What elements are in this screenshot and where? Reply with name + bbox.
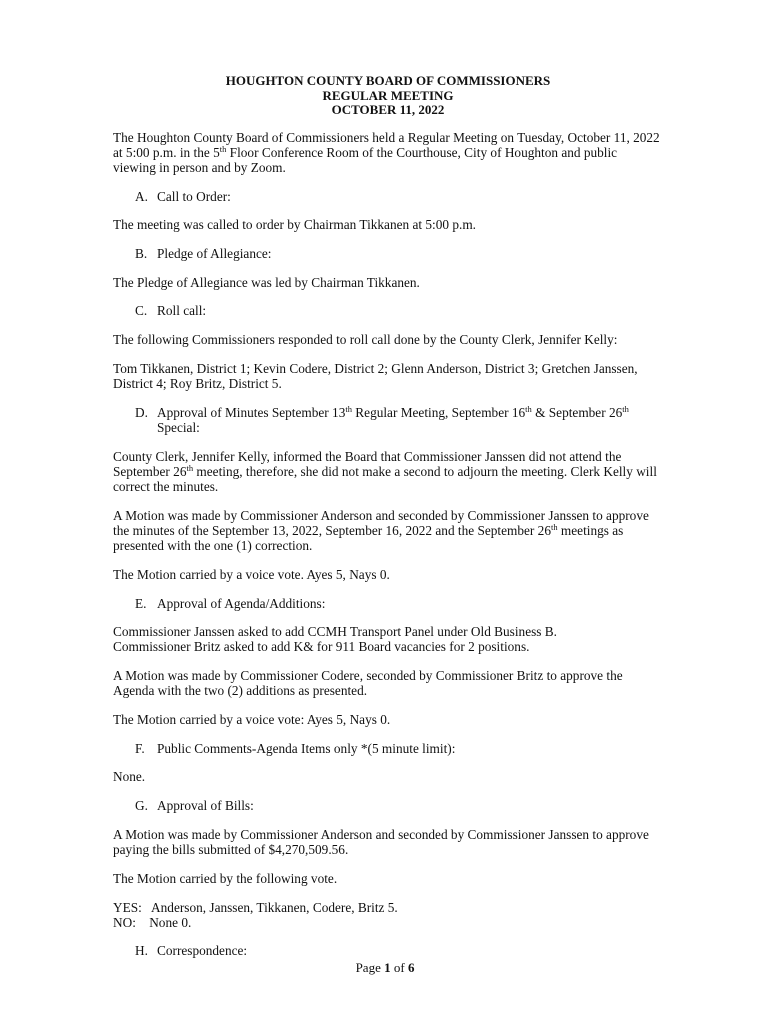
section-d-body-2: A Motion was made by Commissioner Anderson and seconded by Commissioner Janssen to approve the minutes of the September 13, 2022, September 16, 2022 and the September 26th meetings as presented with the one (1) correction. [113,507,649,554]
section-d-body-3: The Motion carried by a voice vote. Ayes 5, Nays 0. [113,566,390,582]
section-c-body-1: The following Commissioners responded to roll call done by the County Clerk, Jennifer Kelly: [113,332,618,348]
page-word: Page [355,960,381,975]
vote-yes: YES: Anderson, Janssen, Tikkanen, Codere, Britz 5. [113,899,398,915]
section-g-body-1: A Motion was made by Commissioner Anderson and seconded by Commissioner Janssen to approve paying the bills submitted of $4,270,509.56. [113,826,649,858]
section-a-heading: A. Call to Order: [135,188,231,204]
section-g-body-2: The Motion carried by the following vote. [113,870,338,886]
section-f-heading: F. Public Comments-Agenda Items only *(5 minute limit): [135,740,456,756]
section-a-body: The meeting was called to order by Chairman Tikkanen at 5:00 p.m. [113,217,477,233]
section-b-body: The Pledge of Allegiance was led by Chairman Tikkanen. [113,274,420,290]
page-number: 1 [384,960,391,975]
section-e-body-2: A Motion was made by Commissioner Codere, seconded by Commissioner Britz to approve the Agenda with the two (2) additions as presented. [113,668,623,699]
intro-paragraph: The Houghton County Board of Commissioners held a Regular Meeting on Tuesday, October 11, 2022 at 5:00 p.m. in the 5th Floor Conference Room of the Courthouse, City of Houghton and public viewing in person and by Zoom. [113,129,660,175]
title-line-3: OCTOBER 11, 2022 [331,102,445,117]
section-b-heading: B. Pledge of Allegiance: [135,246,272,262]
section-g-vote [113,900,663,930]
section-e-heading: E. Approval of Agenda/Additions: [135,595,326,611]
title-line-2: REGULAR MEETING [322,87,454,103]
document-page [113,74,663,972]
document-title [113,74,663,118]
vote-no: NO: None 0. [113,914,192,930]
section-c-heading: C. Roll call: [135,303,207,319]
section-e-body-1: Commissioner Janssen asked to add CCMH Transport Panel under Old Business B. Commissioner Britz asked to add K& for 911 Board vacancies for 2 positions. [113,624,557,655]
section-c-body-2: Tom Tikkanen, District 1; Kevin Codere, District 2; Glenn Anderson, District 3; Gretchen Janssen, District 4; Roy Britz, District 5. [113,360,638,392]
section-d-body-1: County Clerk, Jennifer Kelly, informed the Board that Commissioner Janssen did not attend the September 26th meeting, therefore, she did not make a second to adjourn the meeting. Clerk Kelly will correct the minutes. [113,448,657,495]
title-line-1: HOUGHTON COUNTY BOARD OF COMMISSIONERS [225,73,551,88]
page-footer [0,960,770,975]
section-f-body: None. [113,769,146,785]
section-d-heading: D. Approval of Minutes September 13th Regular Meeting, September 16th & September 26th Special: [135,403,629,435]
section-g-heading: G. Approval of Bills: [135,798,254,814]
of-word: of [393,960,405,975]
page-total: 6 [407,960,415,975]
section-e-body-3: The Motion carried by a voice vote: Ayes 5, Nays 0. [113,712,391,728]
section-h-heading: H. Correspondence: [135,943,248,959]
